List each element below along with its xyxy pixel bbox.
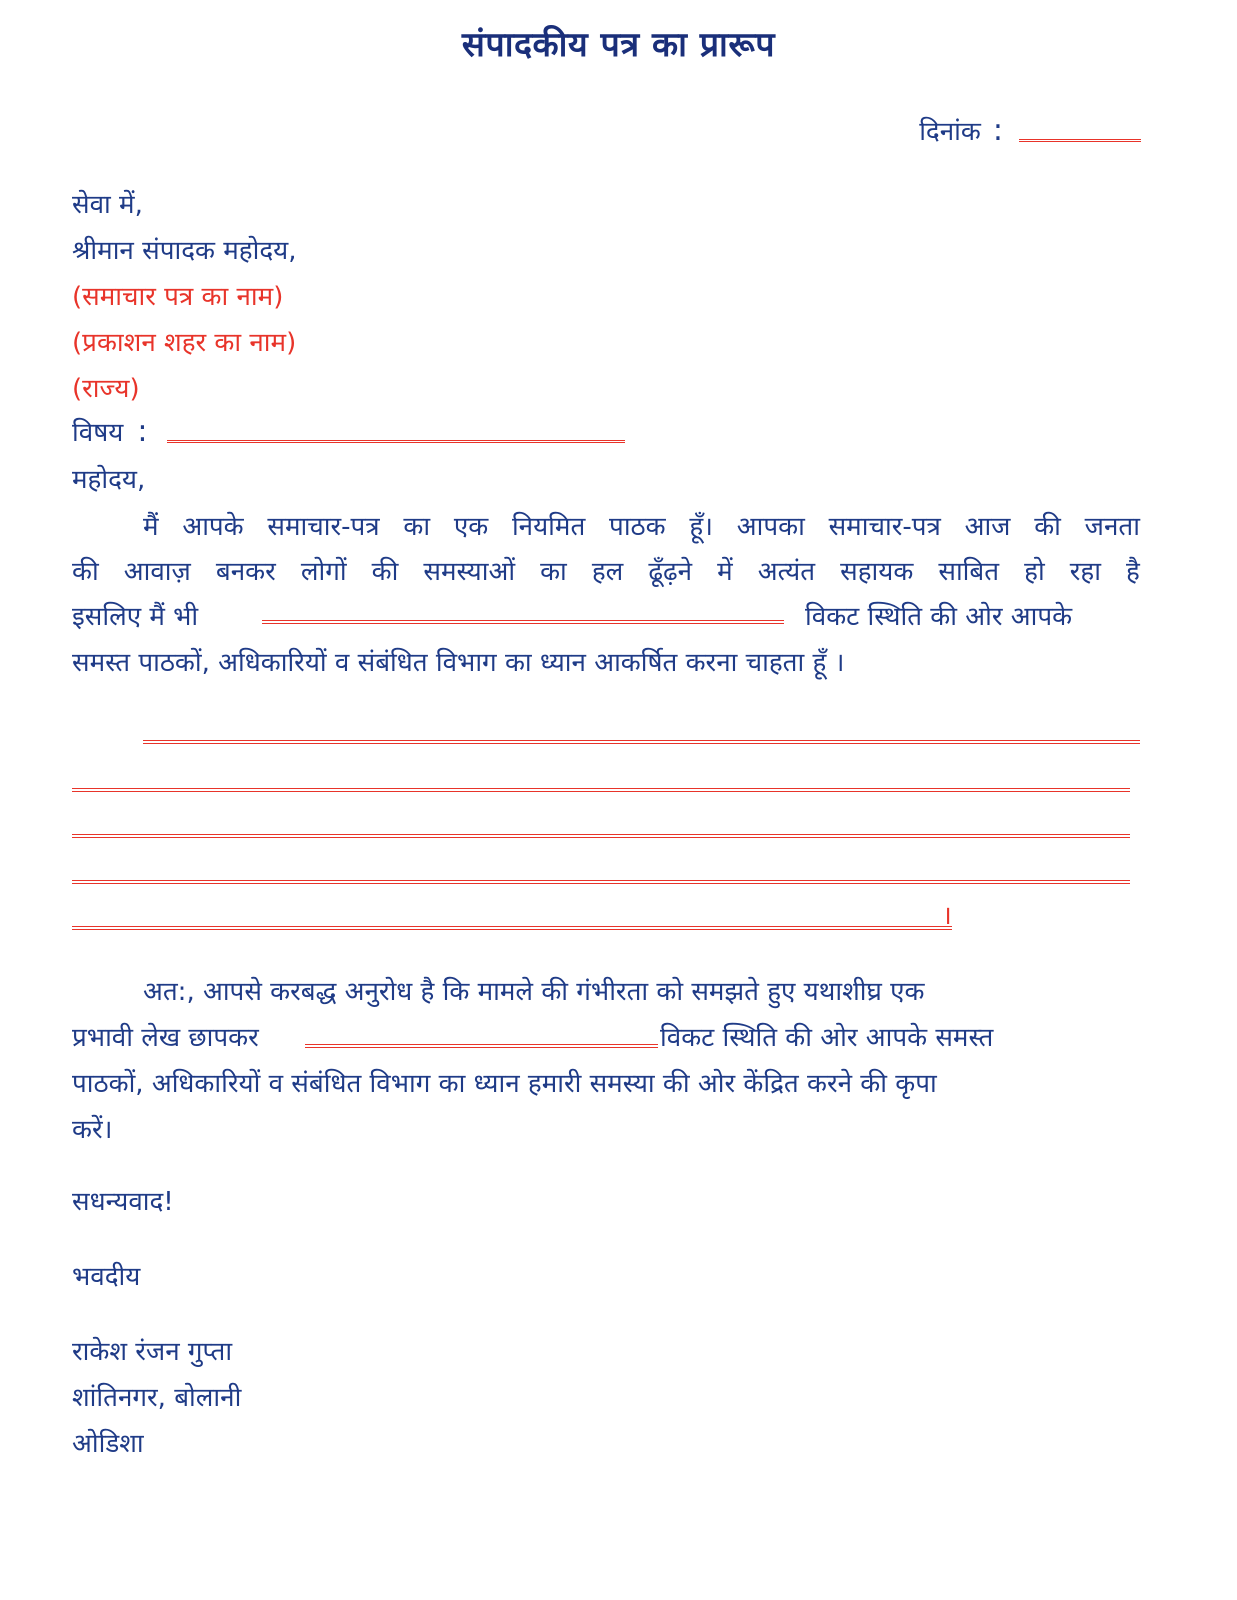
word: समाचार-पत्र (828, 512, 941, 542)
word: आज (964, 512, 1011, 542)
signature-name: राकेश रंजन गुप्ता (72, 1337, 233, 1367)
word: की (1034, 512, 1061, 542)
word: जनता (1084, 512, 1140, 542)
para1-line3-start: इसलिए मैं भी (72, 602, 199, 632)
state-placeholder: (राज्य) (72, 374, 140, 404)
page-title: संपादकीय पत्र का प्रारूप (461, 25, 776, 65)
date-blank (1019, 139, 1141, 142)
word: हो (1024, 557, 1045, 587)
word: में (717, 557, 733, 587)
word: लोगों (300, 557, 347, 587)
newspaper-name-placeholder: (समाचार पत्र का नाम) (72, 282, 284, 312)
word: आपके (182, 512, 244, 542)
address-line-1: सेवा में, (72, 190, 143, 220)
body-blank-line-2 (72, 788, 1130, 792)
subject-blank (167, 440, 625, 443)
word: समस्याओं (423, 557, 516, 587)
word: आपका (736, 512, 805, 542)
para1-inline-blank (262, 620, 784, 624)
salutation: महोदय, (72, 465, 146, 495)
word: पाठक (609, 512, 666, 542)
yours-line: भवदीय (72, 1262, 141, 1292)
para2-line-4: करें। (72, 1115, 113, 1145)
word: है (1126, 557, 1140, 587)
word: का (540, 557, 567, 587)
thanks-line: सधन्यवाद! (72, 1187, 174, 1217)
word: की (371, 557, 399, 587)
word: साबित (938, 557, 1000, 587)
word: हूँ। (689, 512, 714, 542)
word: हल (591, 557, 624, 587)
para2-line-1: अत:, आपसे करबद्ध अनुरोध है कि मामले की गंभीरता को समझते हुए यथाशीघ्र एक (143, 977, 925, 1007)
subject-label: विषय (72, 418, 124, 448)
address-line-2: श्रीमान संपादक महोदय, (72, 236, 297, 266)
para2-line2-end: विकट स्थिति की ओर आपके समस्त (660, 1023, 994, 1053)
para1-line-2 (72, 552, 1140, 588)
word: रहा (1069, 557, 1101, 587)
date-colon: : (992, 113, 1003, 148)
body-blank-line-3 (72, 834, 1130, 838)
body-blank-line-4 (72, 880, 1130, 884)
body-blank-line-1 (143, 740, 1140, 744)
word: नियमित (511, 512, 586, 542)
body-end-mark: । (942, 901, 952, 931)
subject-colon: : (137, 414, 148, 449)
word: सहायक (840, 557, 914, 587)
city-name-placeholder: (प्रकाशन शहर का नाम) (72, 328, 297, 358)
para2-inline-blank (305, 1044, 658, 1048)
para1-line-4: समस्त पाठकों, अधिकारियों व संबंधित विभाग का ध्यान आकर्षित करना चाहता हूँ । (72, 648, 845, 678)
word: मैं (143, 512, 159, 542)
para2-line-3: पाठकों, अधिकारियों व संबंधित विभाग का ध्यान हमारी समस्या की ओर केंद्रित करने की कृपा (72, 1069, 937, 1099)
para1-line-1 (143, 507, 1140, 543)
signature-address-1: शांतिनगर, बोलानी (72, 1383, 242, 1413)
word: की (72, 557, 99, 587)
date-row (919, 112, 1141, 148)
para1-line3-end: विकट स्थिति की ओर आपके (805, 602, 1073, 632)
signature-address-2: ओडिशा (72, 1429, 144, 1459)
word: अत्यंत (757, 557, 816, 587)
word: आवाज़ (123, 557, 191, 587)
date-label: दिनांक (919, 117, 981, 147)
word: का (403, 512, 431, 542)
para2-line2-start: प्रभावी लेख छापकर (72, 1023, 259, 1053)
word: समाचार-पत्र (267, 512, 380, 542)
word: बनकर (215, 557, 276, 587)
word: ढूँढ़ने (648, 557, 693, 587)
word: एक (453, 512, 489, 542)
subject-row (72, 413, 625, 449)
body-blank-line-5 (72, 926, 952, 930)
